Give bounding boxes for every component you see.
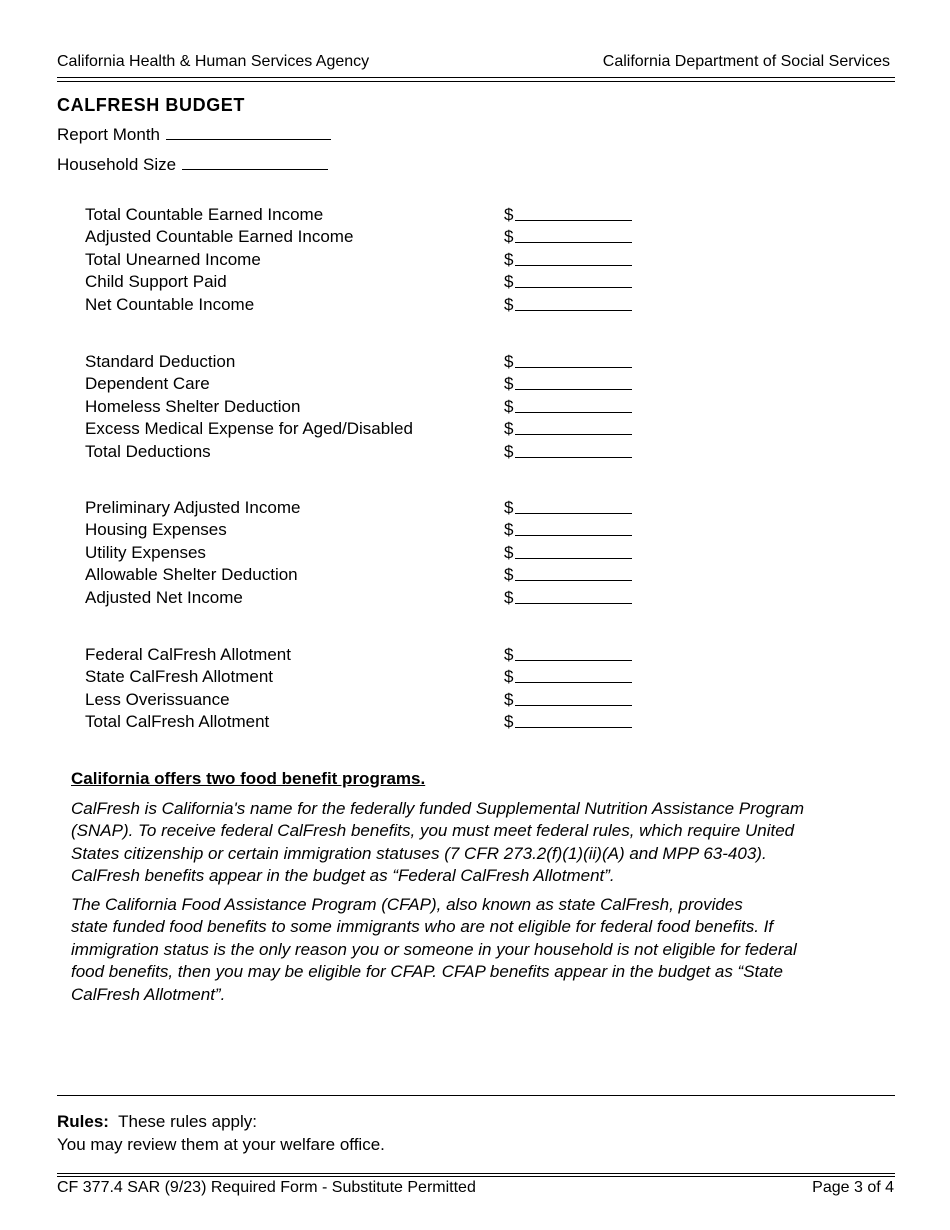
amount-blank[interactable]: [515, 535, 632, 536]
currency-symbol: $: [504, 712, 514, 732]
calfresh-paragraph: [71, 798, 891, 888]
budget-line-label: Total Unearned Income: [85, 249, 261, 269]
agency-name: California Health & Human Services Agency: [57, 53, 370, 70]
currency-symbol: $: [504, 396, 514, 416]
currency-symbol: $: [504, 689, 514, 709]
budget-line-label: Adjusted Net Income: [85, 587, 243, 607]
currency-symbol: $: [504, 205, 514, 224]
cfap-paragraph-line: The California Food Assistance Program (CFAP), also known as state CalFresh, provides: [71, 895, 743, 914]
amount-blank[interactable]: [515, 513, 632, 514]
amount-blank[interactable]: [515, 287, 632, 288]
budget-line: [85, 645, 645, 667]
amount-blank[interactable]: [515, 265, 632, 266]
budget-line-label: Federal CalFresh Allotment: [85, 645, 291, 664]
cfap-paragraph-line: immigration status is the only reason you or someone in your household is not eligible for federal: [71, 939, 797, 959]
amount-blank[interactable]: [515, 389, 632, 390]
calfresh-paragraph-line: CalFresh benefits appear in the budget as “Federal CalFresh Allotment”.: [71, 866, 615, 886]
amount-blank[interactable]: [515, 220, 632, 221]
budget-line-label: Homeless Shelter Deduction: [85, 396, 301, 416]
page-title: CALFRESH BUDGET: [57, 95, 245, 115]
rules-review-text: You may review them at your welfare office.: [57, 1135, 385, 1154]
budget-line-label: Allowable Shelter Deduction: [85, 565, 298, 585]
budget-line: [85, 352, 645, 374]
budget-line: [85, 565, 645, 587]
amount-blank[interactable]: [515, 580, 632, 581]
budget-line-label: Total Countable Earned Income: [85, 205, 324, 224]
rules-text: These rules apply:: [118, 1112, 258, 1131]
currency-symbol: $: [504, 374, 514, 394]
footer-rule-top: [57, 1173, 895, 1174]
rules-section: [57, 1110, 385, 1156]
department-name: California Department of Social Services: [602, 53, 890, 70]
report-month-field[interactable]: [57, 125, 331, 145]
budget-line: [85, 419, 645, 441]
currency-symbol: $: [504, 294, 514, 314]
currency-symbol: $: [504, 498, 514, 517]
budget-line: [85, 442, 645, 464]
budget-line: [85, 397, 645, 419]
budget-line: [85, 520, 645, 542]
report-month-blank[interactable]: [166, 125, 331, 140]
rules-label: Rules:: [57, 1112, 109, 1131]
cfap-paragraph-line: CalFresh Allotment”.: [71, 984, 226, 1004]
currency-symbol: $: [504, 249, 514, 269]
currency-symbol: $: [504, 587, 514, 607]
budget-line-label: Housing Expenses: [85, 520, 227, 540]
budget-line: [85, 667, 645, 689]
household-size-blank[interactable]: [182, 155, 328, 170]
amount-blank[interactable]: [515, 457, 632, 458]
budget-line: [85, 588, 645, 610]
budget-line: [85, 227, 645, 249]
amount-blank[interactable]: [515, 412, 632, 413]
amount-blank[interactable]: [515, 434, 632, 435]
header-rule-bottom: [57, 81, 895, 82]
budget-line: [85, 712, 645, 734]
budget-line: [85, 272, 645, 294]
currency-symbol: $: [504, 352, 514, 371]
budget-line-label: Child Support Paid: [85, 272, 227, 292]
budget-line-label: Standard Deduction: [85, 352, 236, 371]
budget-line-label: Utility Expenses: [85, 542, 206, 562]
budget-line: [85, 498, 645, 520]
amount-blank[interactable]: [515, 660, 632, 661]
amount-blank[interactable]: [515, 682, 632, 683]
budget-line-label: Total Deductions: [85, 441, 211, 461]
currency-symbol: $: [504, 645, 514, 664]
budget-line: [85, 690, 645, 712]
cfap-paragraph: [71, 894, 891, 1006]
calfresh-paragraph-line: (SNAP). To receive federal CalFresh benefits, you must meet federal rules, which require United: [71, 821, 795, 841]
currency-symbol: $: [504, 542, 514, 562]
footer-rule-bottom: [57, 1176, 895, 1177]
currency-symbol: $: [504, 441, 514, 461]
currency-symbol: $: [504, 227, 514, 247]
header-rule-top: [57, 77, 895, 78]
budget-line: [85, 205, 645, 227]
amount-blank[interactable]: [515, 242, 632, 243]
budget-line: [85, 543, 645, 565]
amount-blank[interactable]: [515, 603, 632, 604]
budget-line-label: Net Countable Income: [85, 294, 255, 314]
calfresh-paragraph-line: CalFresh is California's name for the federally funded Supplemental Nutrition Assistance Program: [71, 799, 805, 818]
currency-symbol: $: [504, 520, 514, 540]
budget-line-label: Preliminary Adjusted Income: [85, 498, 301, 517]
amount-blank[interactable]: [515, 367, 632, 368]
amount-blank[interactable]: [515, 705, 632, 706]
cfap-paragraph-line: food benefits, then you may be eligible for CFAP. CFAP benefits appear in the budget as “State: [71, 962, 783, 982]
budget-line-label: Excess Medical Expense for Aged/Disabled: [85, 419, 413, 439]
budget-line: [85, 295, 645, 317]
amount-blank[interactable]: [515, 727, 632, 728]
notice-heading: California offers two food benefit programs.: [71, 769, 426, 788]
amount-blank[interactable]: [515, 310, 632, 311]
currency-symbol: $: [504, 667, 514, 687]
page-number: Page 3 of 4: [812, 1179, 894, 1196]
household-size-field[interactable]: [57, 155, 328, 175]
budget-line-label: Adjusted Countable Earned Income: [85, 227, 354, 247]
currency-symbol: $: [504, 272, 514, 292]
calfresh-paragraph-line: States citizenship or certain immigration statuses (7 CFR 273.2(f)(1)(ii)(A) and MPP 63-403).: [71, 843, 767, 863]
household-size-label: Household Size: [57, 155, 177, 174]
budget-line: [85, 374, 645, 396]
budget-line-label: State CalFresh Allotment: [85, 667, 274, 687]
cfap-paragraph-line: state funded food benefits to some immigrants who are not eligible for federal food benefits. If: [71, 917, 774, 937]
currency-symbol: $: [504, 565, 514, 585]
budget-line-label: Dependent Care: [85, 374, 210, 394]
report-month-label: Report Month: [57, 125, 160, 144]
budget-line-label: Less Overissuance: [85, 689, 230, 709]
budget-line-label: Total CalFresh Allotment: [85, 712, 270, 732]
rules-divider: [57, 1095, 895, 1096]
currency-symbol: $: [504, 419, 514, 439]
amount-blank[interactable]: [515, 558, 632, 559]
budget-line: [85, 250, 645, 272]
form-number: CF 377.4 SAR (9/23) Required Form - Substitute Permitted: [57, 1179, 476, 1196]
